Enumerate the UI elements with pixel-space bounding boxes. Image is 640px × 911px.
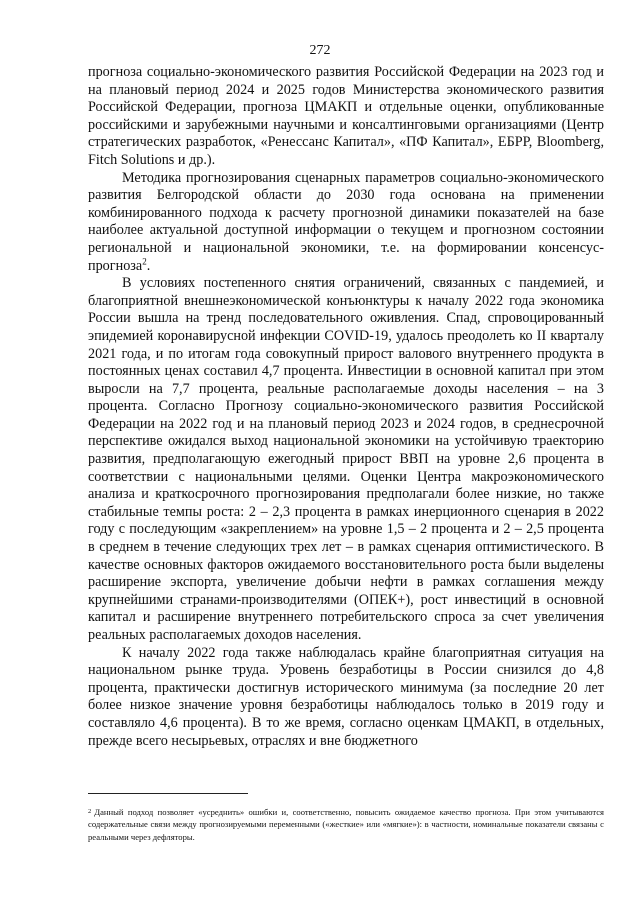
paragraph-labor-market: К началу 2022 года также наблюдалась крайне благоприятная ситуация на национальном рынке труда. Уровень безработицы в России снизился до 4,8 процента, практически достигнув исторического минимума (за последние 20 лет более низкое значение уровня безработицы наблюдалось только в 2019 году и составляло 4,6 процента). В то же время, согласно оценкам ЦМАКП, в отдельных, прежде всего несырьевых, отраслях и вне бюджетного xyxy=(88,644,604,749)
footnote xyxy=(88,806,604,843)
paragraph-methodology-text: Методика прогнозирования сценарных параметров социально-экономического развития Белгородской области до 2030 года основана на применении комбинированного подхода к расчету прогнозной динамики показателей на базе наиболее актуальной доступной информации о текущем и прогнозном состоянии региональной и национальной экономики, т.е. на формировании консенсус-прогноза xyxy=(88,169,604,274)
paragraph-methodology-tail: . xyxy=(146,257,151,274)
paragraph-methodology xyxy=(88,170,604,276)
footnote-marker: 2 xyxy=(88,808,92,815)
paragraph-continuation: прогноза социально-экономического развития Российской Федерации на 2023 год и на плановый период 2024 и 2025 годов Министерства экономического развития Российской Федерации, прогноза ЦМАКП и отдельные оценки, опубликованные российскими и зарубежными научными и консалтинговыми организациями (Центр стратегических разработок, «Ренессанс Капитал», «ПФ Капитал», ЕБРР, Bloomberg, Fitch Solutions и др.). xyxy=(88,64,604,168)
paragraph-economy: В условиях постепенного снятия ограничений, связанных с пандемией, и благоприятной внешнеэкономической конъюнктуры к началу 2022 года экономика России вышла на тренд последовательного оживления. Спад, спровоцированный эпидемией коронавирусной инфекции COVID-19, удалось преодолеть ко II кварталу 2021 года, и по итогам года совокупный прирост валового внутреннего продукта в постоянных ценах составил 4,7 процента. Инвестиции в основной капитал при этом выросли на 7,7 процента, реальные располагаемые доходы населения – на 3 процента. Согласно Прогнозу социально-экономического развития Российской Федерации на 2022 год и на плановый период 2023 и 2024 годов, в среднесрочной перспективе ожидался выход национальной экономики на устойчивую траекторию развития, предполагающую ежегодный прирост ВВП на уровне 2,6 процента в соответствии с национальными целями. Оценки Центра макроэкономического анализа и краткосрочного прогнозирования предполагали более низкие, но также стабильные темпы роста: 2 – 2,3 процента в рамках инерционного сценария в 2022 году с последующим «закреплением» на уровне 1,5 – 2 процента и 2 – 2,5 процента в среднем в течение следующих трех лет – в рамках сценария оптимистического. В качестве основных факторов ожидаемого восстановительного роста были выделены расширение экспорта, увеличение добычи нефти в рамках соглашения между крупнейшими странами-производителями (ОПЕК+), рост инвестиций в основной капитал и расширение внутреннего потребительского спроса за счет увеличения реальных располагаемых доходов населения. xyxy=(88,275,604,643)
page-number: 272 xyxy=(309,43,331,58)
footnote-text: Данный подход позволяет «усреднить» ошибки и, соответственно, повысить ожидаемое качество прогноза. При этом учитываются содержательные связи между прогнозируемыми переменными («жесткие» или «мягкие»): в частности, номинальные показатели связаны с реальными через дефляторы. xyxy=(88,807,604,842)
footnote-divider xyxy=(88,793,248,794)
body-text xyxy=(88,64,604,750)
footnote-reference[interactable]: 2 xyxy=(142,255,147,266)
